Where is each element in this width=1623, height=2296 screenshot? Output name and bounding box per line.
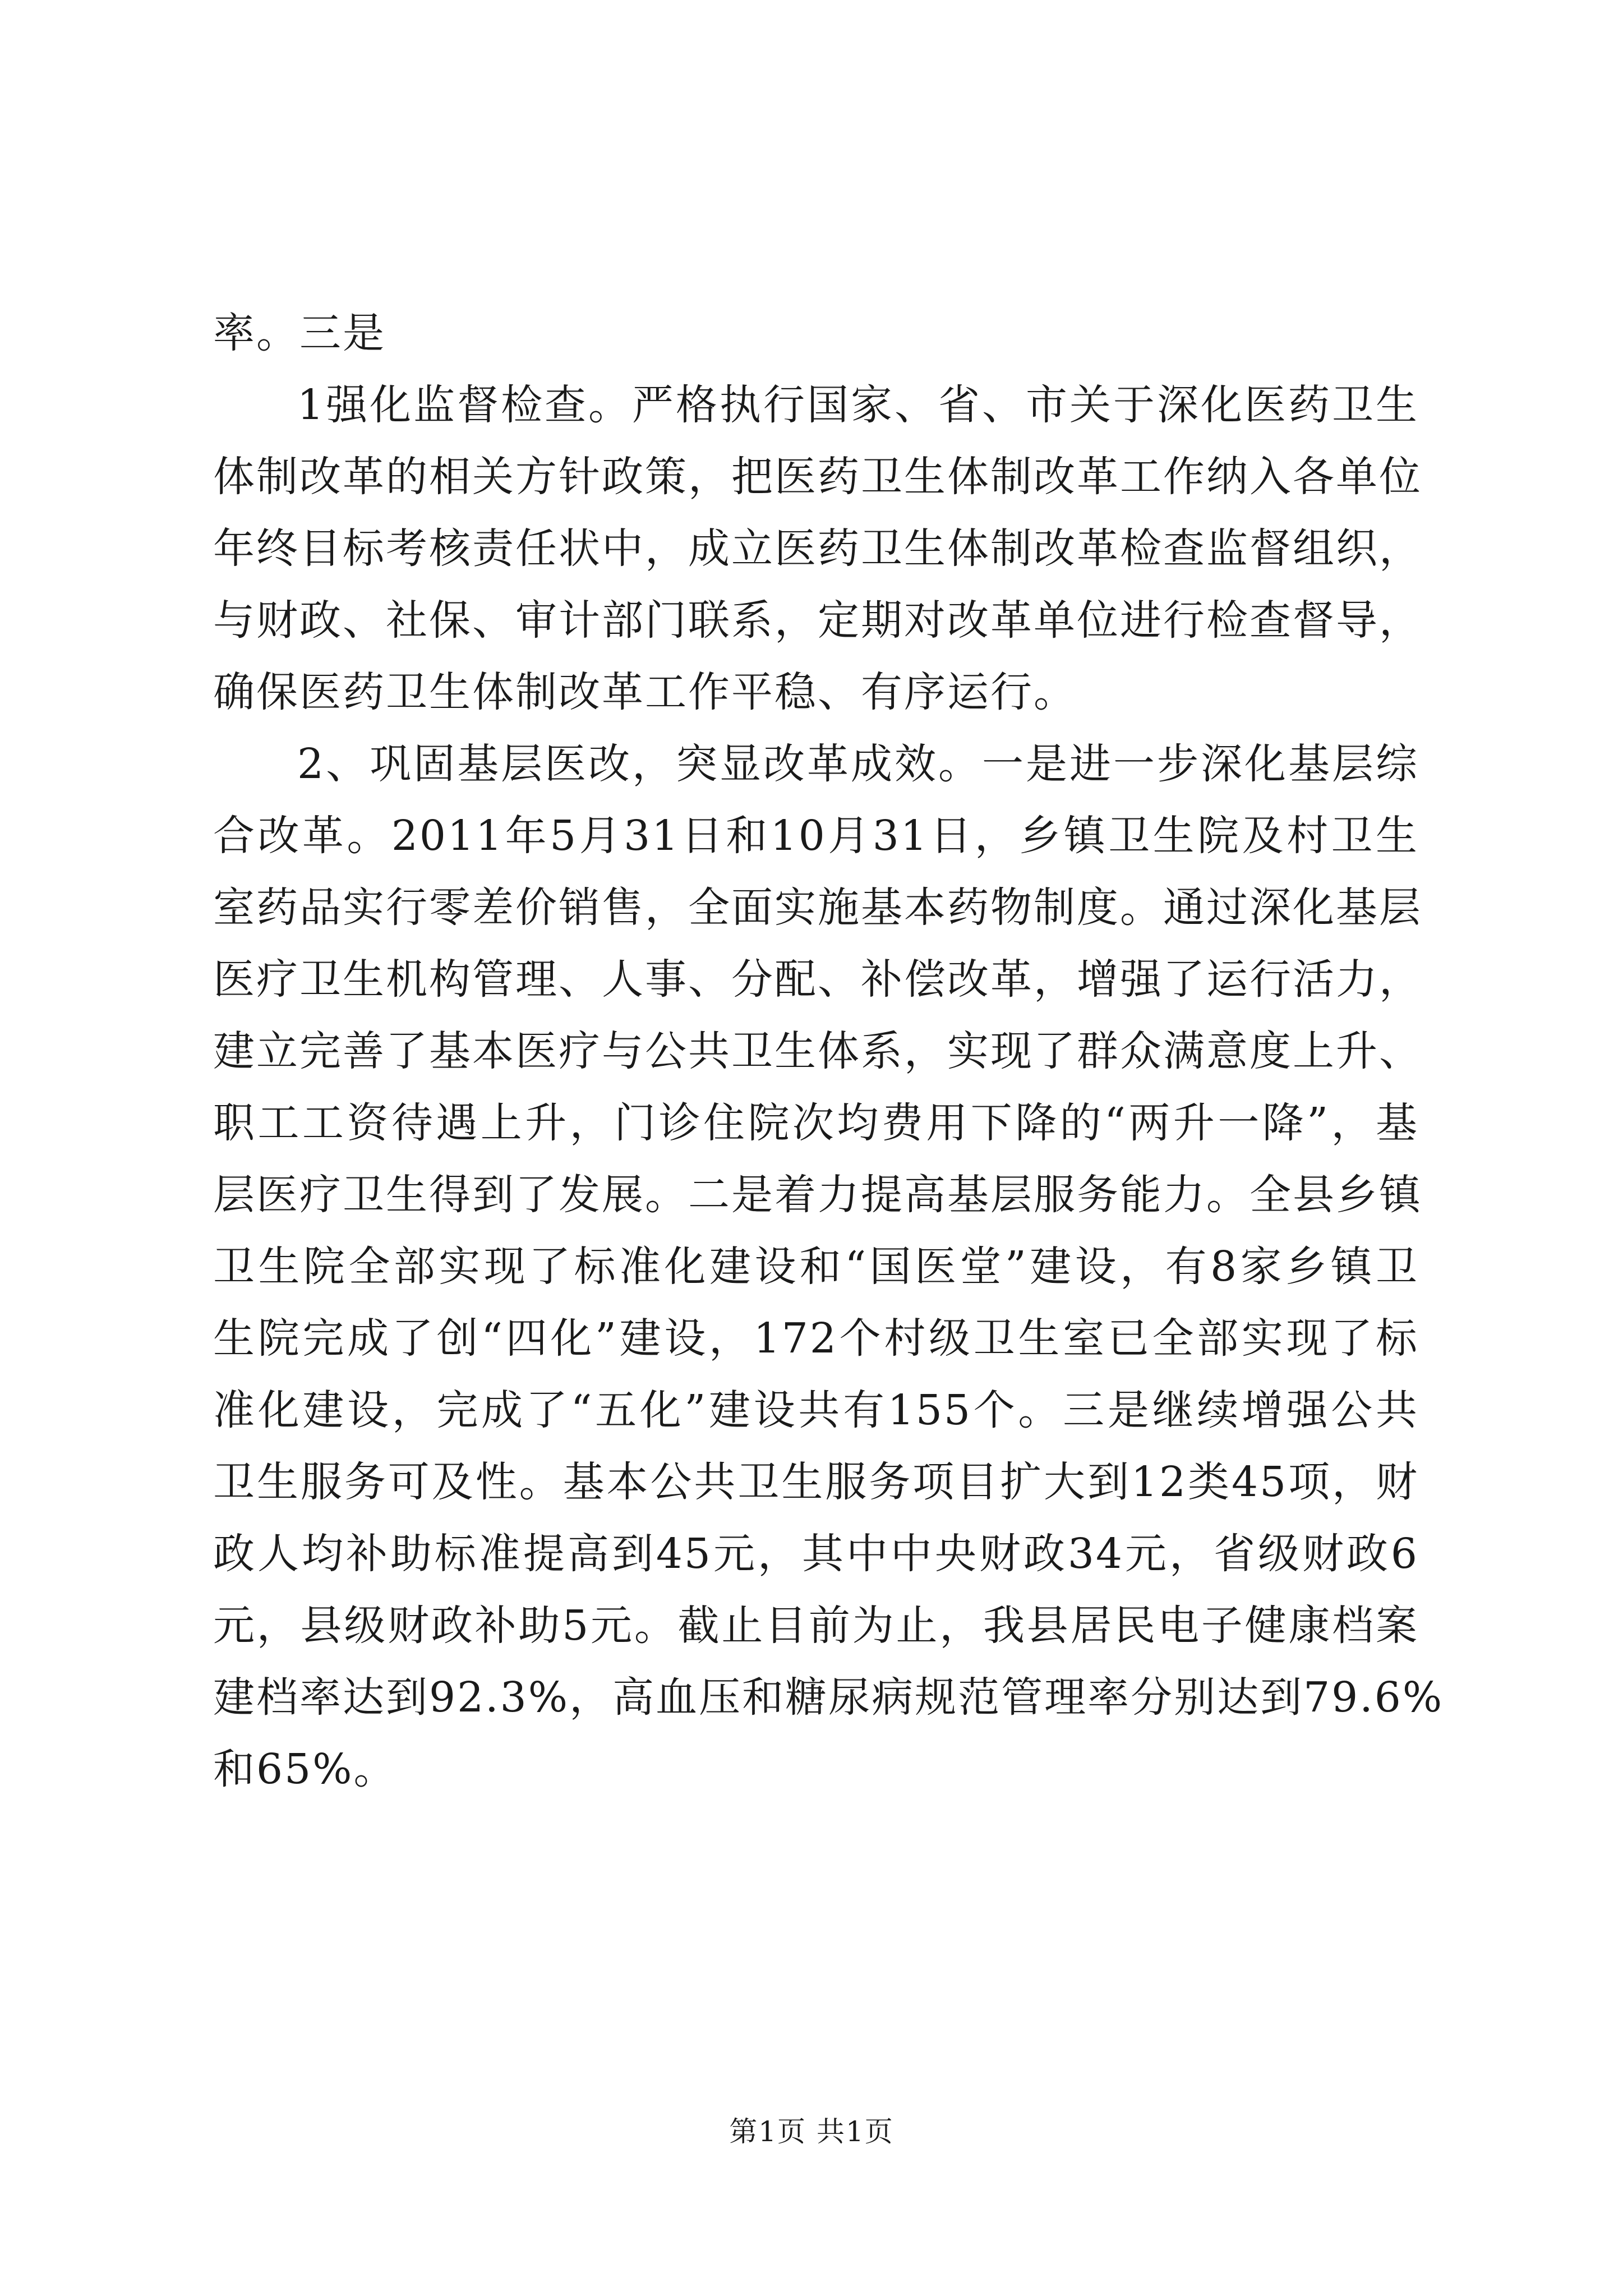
text-line: 层医疗卫生得到了发展。二是着力提高基层服务能力。全县乡镇 [213,1171,1422,1219]
text-line: 建档率达到92.3%，高血压和糖尿病规范管理率分别达到79.6% [213,1673,1444,1722]
text-line: 率。三是 [213,309,386,357]
text-line: 建立完善了基本医疗与公共卫生体系，实现了群众满意度上升、 [213,1027,1422,1075]
page-footer: 第1页 共1页 [729,2115,894,2148]
text-line: 室药品实行零差价销售，全面实施基本药物制度。通过深化基层 [213,884,1422,932]
text-line: 年终目标考核责任状中，成立医药卫生体制改革检查监督组织， [213,524,1422,573]
text-line: 确保医药卫生体制改革工作平稳、有序运行。 [213,668,1077,716]
text-line: 卫生服务可及性。基本公共卫生服务项目扩大到12类45项，财 [213,1458,1419,1506]
text-line: 体制改革的相关方针政策，把医药卫生体制改革工作纳入各单位 [213,453,1422,501]
text-line: 准化建设，完成了“五化”建设共有155个。三是继续增强公共 [213,1386,1419,1434]
text-line: 职工工资待遇上升，门诊住院次均费用下降的“两升一降”，基 [213,1099,1419,1147]
text-line: 医疗卫生机构管理、人事、分配、补偿改革，增强了运行活力， [213,955,1422,1004]
text-line: 元，县级财政补助5元。截止目前为止，我县居民电子健康档案 [213,1602,1419,1650]
text-line: 合改革。2011年5月31日和10月31日，乡镇卫生院及村卫生 [213,812,1419,860]
document-body [213,297,1444,1805]
text-line: 政人均补助标准提高到45元，其中中央财政34元，省级财政6 [213,1530,1419,1578]
text-line: 生院完成了创“四化”建设，172个村级卫生室已全部实现了标 [213,1314,1419,1363]
text-line: 和65%。 [213,1745,397,1793]
text-line: 1强化监督检查。严格执行国家、省、市关于深化医药卫生 [297,381,1419,429]
text-line: 与财政、社保、审计部门联系，定期对改革单位进行检查督导， [213,596,1422,645]
text-line: 卫生院全部实现了标准化建设和“国医堂”建设，有8家乡镇卫 [213,1243,1419,1291]
text-line: 2、巩固基层医改，突显改革成效。一是进一步深化基层综 [297,740,1419,788]
